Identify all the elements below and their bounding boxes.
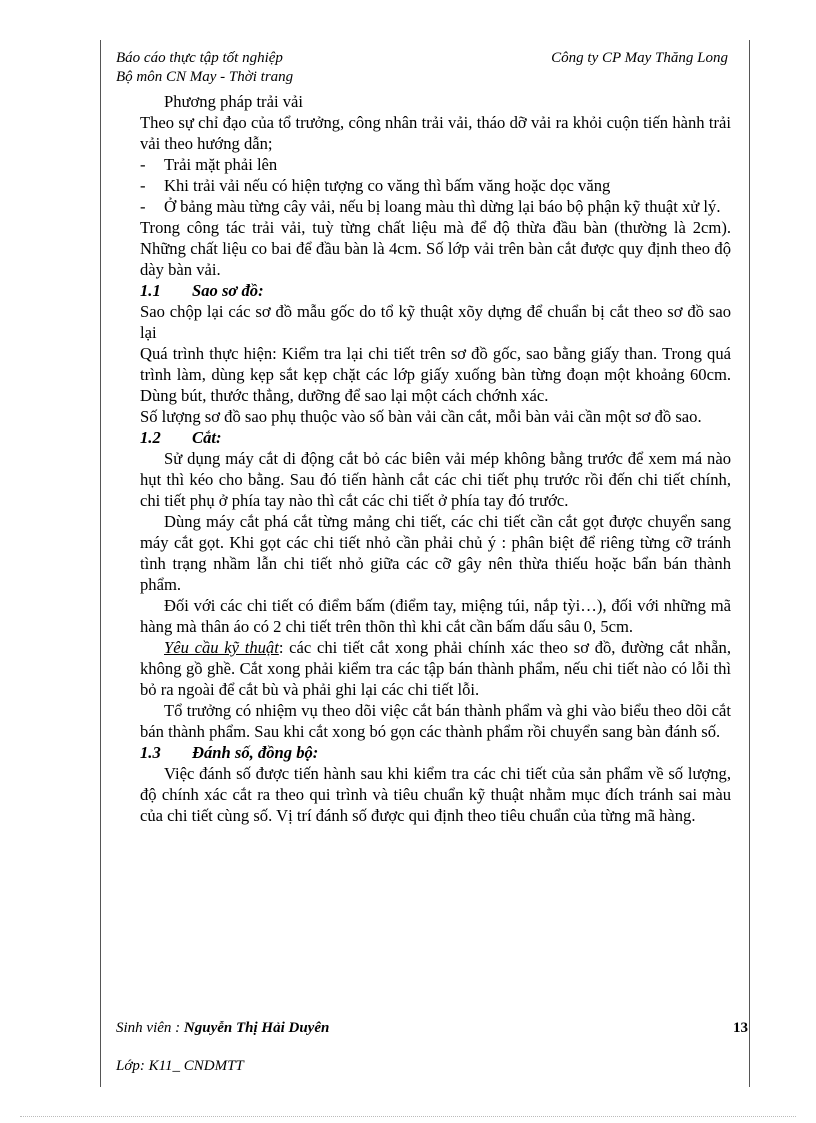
paragraph: Số lượng sơ đồ sao phụ thuộc vào số bàn vải cần cắt, mỗi bàn vải cần một sơ đồ sao.	[140, 407, 702, 426]
technical-requirements-label: Yêu cầu kỹ thuật	[164, 638, 279, 657]
paragraph: Việc đánh số được tiến hành sau khi kiểm tra các chi tiết của sản phẩm về số lượng, độ chính xác cắt ra theo qui trình và tiêu chuẩn kỹ thuật nhằm mục đích tránh sai màu của chi tiết cùng số. Vị trí đánh số được qui định theo tiêu chuẩn của từng mã hàng.	[140, 764, 731, 825]
section-title: Sao sơ đồ:	[192, 281, 264, 300]
section-title: Đánh số, đồng bộ:	[192, 743, 319, 762]
section-number: 1.3	[140, 743, 161, 762]
section-number: 1.2	[140, 428, 161, 447]
page-number: 13	[733, 1020, 748, 1036]
list-item-text: Trải mặt phải lên	[164, 155, 278, 174]
report-title: Báo cáo thực tập tốt nghiệp	[116, 50, 283, 66]
student-label: Sinh viên :	[116, 1020, 184, 1036]
section-heading-1-1	[140, 280, 731, 301]
paragraph: Sử dụng máy cắt di động cắt bỏ các biên vải mép không bằng trước để xem má nào hụt thì kéo cho bằng. Sau đó tiến hành cắt các chi tiết phụ trước rồi đến chi tiết chính, chi tiết phụ ở phía tay nào thì cắt các chi tiết ở phía tay đó trước.	[140, 449, 731, 510]
section-number: 1.1	[140, 281, 161, 300]
department-name: Bộ môn CN May - Thời trang	[116, 69, 294, 85]
paragraph: Sao chộp lại các sơ đồ mẫu gốc do tổ kỹ thuật xõy dựng để chuẩn bị cắt theo sơ đồ sao lại	[140, 302, 731, 342]
paragraph: Tổ trưởng có nhiệm vụ theo dõi việc cắt bán thành phẩm và ghi vào biểu theo dõi cắt bán thành phẩm. Sau khi cắt xong bó gọn các thành phẩm rồi chuyển sang bàn đánh số.	[140, 701, 731, 741]
list-item	[140, 175, 731, 196]
technical-requirements-paragraph	[140, 637, 731, 700]
page-footer	[116, 1020, 748, 1037]
class-footer	[116, 1058, 748, 1075]
technical-requirements-text: : các chi tiết cắt xong phải chính xác theo sơ đồ, đường cắt nhẵn, không gồ ghề. Cắt xong phải kiểm tra các tập bán thành phẩm, nếu chi tiết nào có lỗi thì bỏ ra ngoài để cắt bù và phải ghi lại các chi tiết lỗi.	[140, 638, 731, 699]
bullet-dash: -	[140, 155, 146, 174]
student-name: Nguyễn Thị Hải Duyên	[183, 1020, 330, 1036]
list-item-text: Ở bảng màu từng cây vải, nếu bị loang màu thì dừng lại báo bộ phận kỹ thuật xử lý.	[164, 197, 721, 216]
bullet-dash: -	[140, 176, 146, 195]
spreading-paragraph: Trong công tác trải vải, tuỳ từng chất liệu mà để độ thừa đầu bàn (thường là 2cm). Những chất liệu co bai để đầu bàn là 4cm. Số lớp vải trên bàn cắt được quy định theo độ dày bàn vải.	[140, 218, 731, 279]
paragraph: Dùng máy cắt phá cắt từng mảng chi tiết, các chi tiết cần cắt gọt được chuyển sang máy cắt gọt. Khi gọt các chi tiết nhỏ cần phải chủ ý : phân biệt để riêng từng cỡ tránh tình trạng nhầm lẫn chi tiết nhỏ giữa các cỡ gây nên thừa thiếu hoặc bẩn bán thành phẩm.	[140, 512, 731, 594]
paragraph: Quá trình thực hiện: Kiểm tra lại chi tiết trên sơ đồ gốc, sao bằng giấy than. Trong quá trình làm, dùng kẹp sắt kẹp chặt các lớp giấy xuống bàn từng đoạn một khoảng 60cm. Dùng bút, thước thẳng, dưỡng để sao lại một cách chớnh xác.	[140, 344, 731, 405]
section-heading-1-3	[140, 742, 731, 763]
paragraph: Đối với các chi tiết có điểm bấm (điểm tay, miệng túi, nắp tỳi…), đối với những mã hàng mà thân áo có 2 chi tiết trên thõn thì khi cắt cần bấm dấu sâu 0, 5cm.	[140, 596, 731, 636]
page-header	[116, 49, 728, 87]
bullet-dash: -	[140, 197, 146, 216]
method-title: Phương pháp trải vải	[164, 92, 303, 111]
section-title: Cắt:	[192, 428, 222, 447]
list-item	[140, 154, 731, 175]
page-break-line	[20, 1116, 796, 1117]
section-heading-1-2	[140, 427, 731, 448]
company-name: Công ty CP May Thăng Long	[551, 50, 728, 66]
list-item	[140, 196, 731, 217]
list-item-text: Khi trải vải nếu có hiện tượng co văng thì bấm văng hoặc dọc văng	[164, 176, 611, 195]
class-label: Lớp: K11_ CNDMTT	[116, 1058, 244, 1074]
method-paragraph: Theo sự chỉ đạo của tổ trưởng, công nhân trải vải, tháo dỡ vải ra khỏi cuộn tiến hành trải vải theo hướng dẫn;	[140, 113, 731, 153]
document-body	[140, 91, 731, 826]
